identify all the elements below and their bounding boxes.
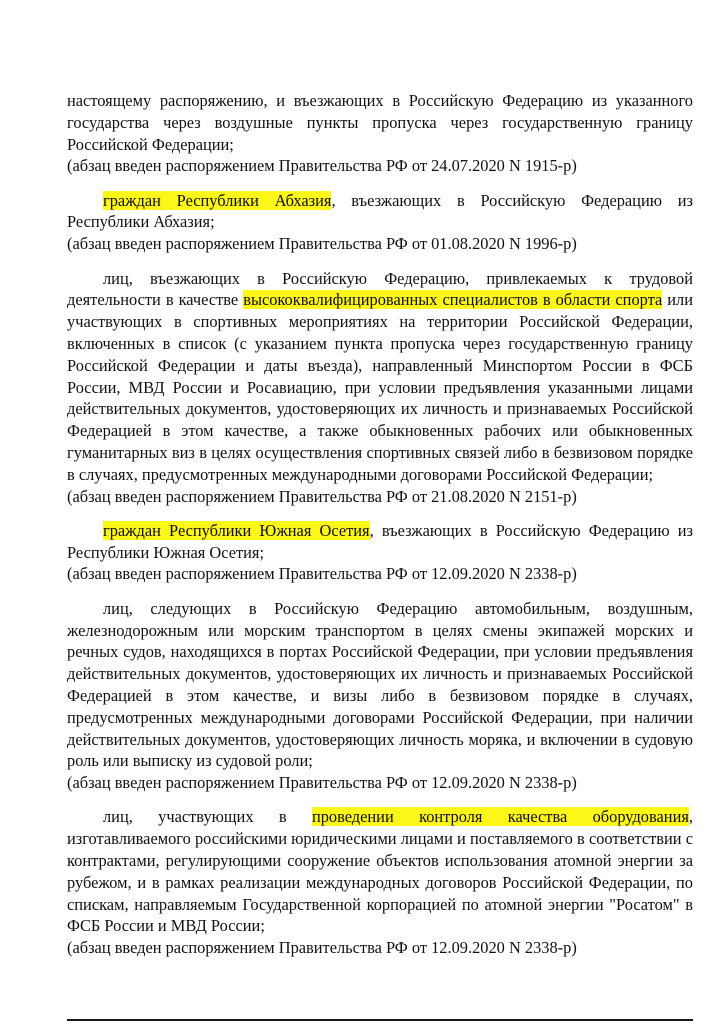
amendment-note: (абзац введен распоряжением Правительства РФ от 12.09.2020 N 2338-р) (67, 938, 577, 958)
paragraph-text (67, 520, 693, 564)
paragraph-quality-control (67, 806, 693, 959)
text-segment: , въезжающих в Российскую Федерацию из Республики Южная Осетия; (67, 520, 693, 562)
paragraph-text (67, 190, 693, 234)
paragraph-sports-specialists (67, 268, 693, 508)
text-segment: , въезжающих в Российскую Федерацию из Республики Абхазия; (67, 190, 693, 232)
paragraph-south-ossetia (67, 520, 693, 585)
amendment-note: (абзац введен распоряжением Правительства РФ от 21.08.2020 N 2151-р) (67, 486, 577, 506)
amendment-note: (абзац введен распоряжением Правительства РФ от 01.08.2020 N 1996-р) (67, 234, 577, 254)
highlighted-text: граждан Республики Южная Осетия (103, 520, 370, 540)
text-segment: настоящему распоряжению, и въезжающих в Российскую Федерацию из указанного государства через воздушные пункты пропуска через государственную границу Российской Федерации; (67, 91, 693, 154)
text-segment: , изготавливаемого российскими юридическими лицами и поставляемого в соответствии с контрактами, регулирующими сооружение объектов использования атомной энергии за рубежом, и в рамках реализации международных договоров Российской Федерации, по спискам, направляемым Государственной корпорацией по атомной энергии "Росатом" в ФСБ России и МВД России; (67, 807, 693, 936)
amendment-note: (абзац введен распоряжением Правительства РФ от 12.09.2020 N 2338-р) (67, 564, 577, 584)
text-segment: лиц, следующих в Российскую Федерацию автомобильным, воздушным, железнодорожным или морским транспортом в целях смены экипажей морских и речных судов, находящихся в портах Российской Федерации, при условии предъявления действительных документов, удостоверяющих их личность и признаваемых Российской Федерацией в этом качестве, и визы либо в безвизовом порядке в случаях, предусмотренных международными договорами Российской Федерации, при наличии действительных документов, удостоверяющих личность моряка, и включении в судовую роль или выписку из судовой роли; (67, 598, 693, 771)
paragraph-text (67, 598, 693, 772)
text-segment: лиц, участвующих в (103, 807, 312, 827)
paragraph-text (67, 90, 693, 155)
amendment-note: (абзац введен распоряжением Правительства РФ от 24.07.2020 N 1915-р) (67, 156, 577, 176)
highlighted-text: граждан Республики Абхазия (103, 190, 332, 210)
text-segment: лиц, въезжающих в Российскую Федерацию, привлекаемых к трудовой деятельности в качестве (67, 268, 693, 310)
amendment-note: (абзац введен распоряжением Правительства РФ от 12.09.2020 N 2338-р) (67, 773, 577, 793)
paragraph-text (67, 806, 693, 937)
paragraph-abkhazia (67, 190, 693, 255)
document-body (67, 90, 693, 971)
text-segment: или участвующих в спортивных мероприятиях на территории Российской Федерации, включенных в список (с указанием пункта пропуска через государственную границу Российской Федерации и даты въезда), направленный Минспортом России в ФСБ России, МВД России и Росавиацию, при условии предъявления указанными лицами действительных документов, удостоверяющих их личность и признаваемых Российской Федерацией в этом качестве, а также обыкновенных рабочих или обыкновенных гуманитарных виз в целях осуществления спортивных связей либо в безвизовом порядке в случаях, предусмотренных международными договорами Российской Федерации; (67, 290, 694, 484)
highlighted-text: высококвалифицированных специалистов в области спорта (243, 290, 663, 310)
highlighted-text: проведении контроля качества оборудования (311, 807, 689, 827)
paragraph-text (67, 268, 693, 486)
paragraph-ship-crews (67, 598, 693, 794)
paragraph-air-checkpoints (67, 90, 693, 177)
footnote-separator-line (67, 1019, 693, 1021)
